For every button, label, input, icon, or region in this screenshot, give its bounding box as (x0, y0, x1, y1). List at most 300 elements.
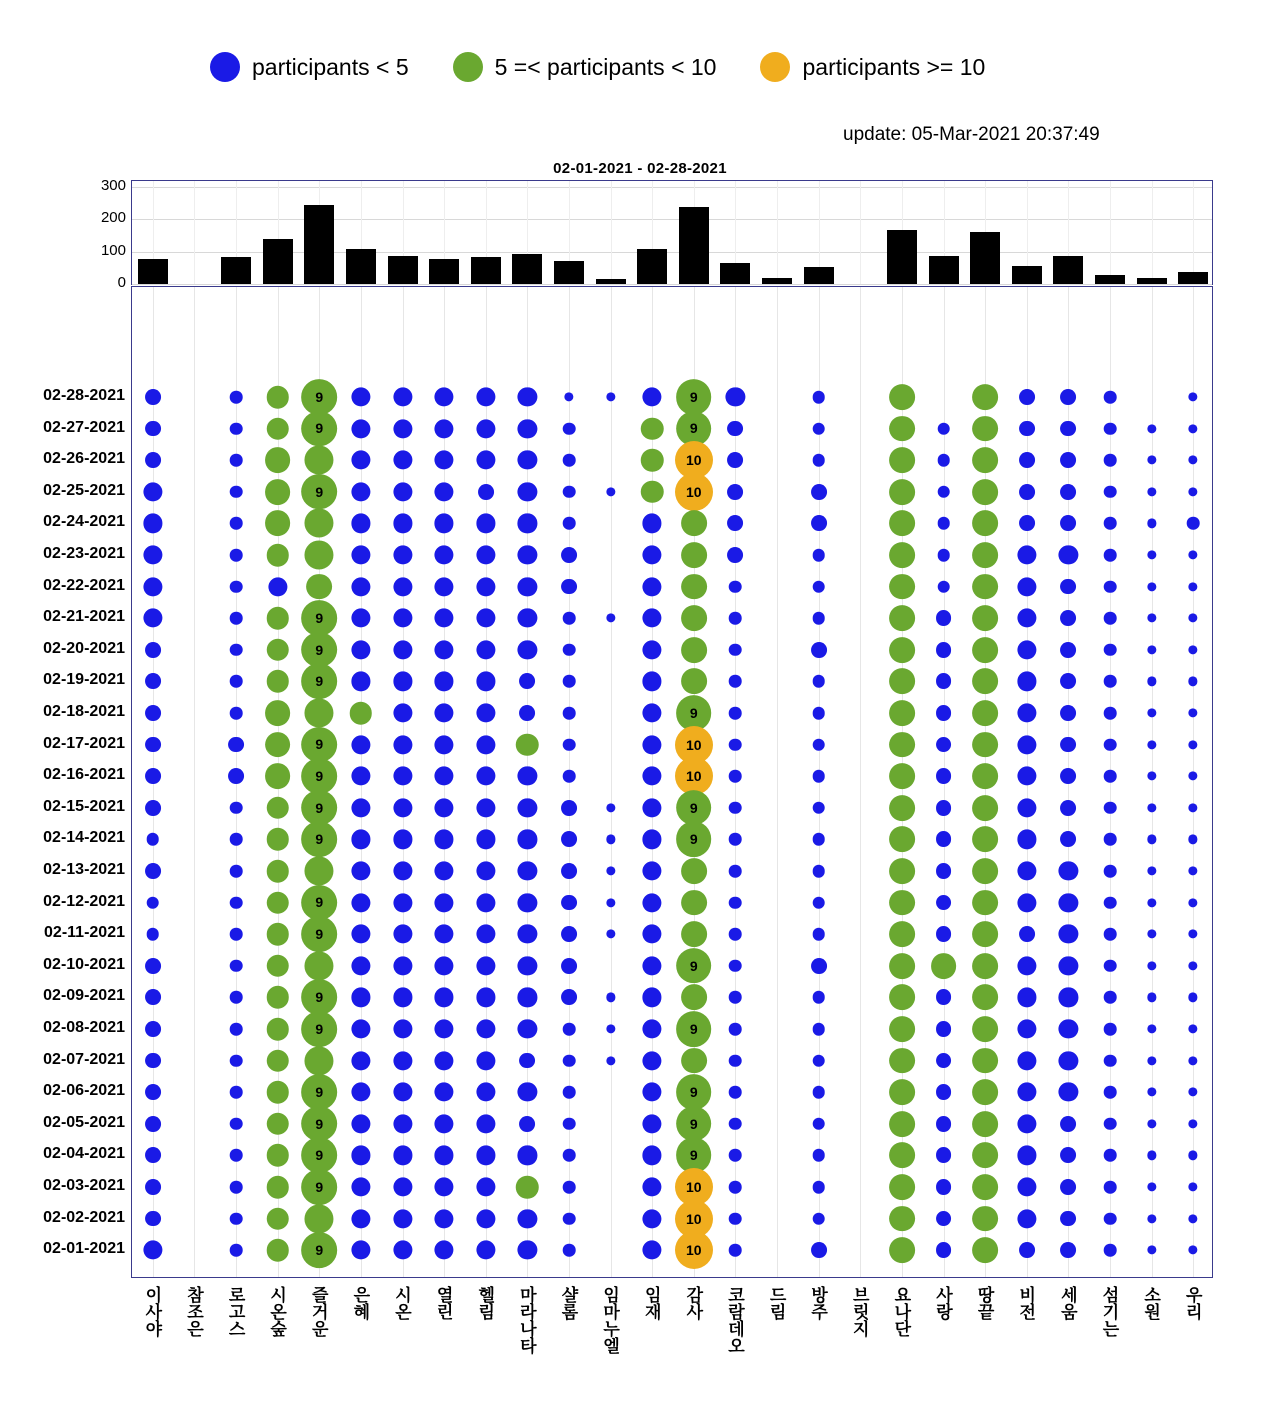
bubble-marker (812, 612, 825, 625)
bubble-marker (305, 446, 334, 475)
bubble-marker (230, 1118, 243, 1131)
bubble-marker (812, 580, 825, 593)
bubble-marker (1019, 515, 1035, 531)
bubble-marker (266, 639, 289, 662)
bubble-marker (972, 1111, 998, 1137)
bubble-marker (972, 826, 998, 852)
bubble-marker: 9 (301, 1169, 337, 1205)
bubble-marker (145, 1084, 161, 1100)
row-date-label: 02-07-2021 (43, 1050, 125, 1068)
row-date-label: 02-22-2021 (43, 576, 125, 594)
bubble-marker (811, 642, 827, 658)
bubble-marker (351, 956, 370, 975)
bar-column-tick (1193, 181, 1194, 284)
bubble-marker (145, 421, 161, 437)
bubble-marker (518, 577, 537, 596)
bubble-marker (889, 1237, 915, 1263)
bubble-marker (518, 387, 537, 406)
bubble-marker (643, 1146, 662, 1165)
bubble-marker (1147, 424, 1156, 433)
bubble-marker (563, 770, 576, 783)
bubble-marker (266, 1239, 289, 1262)
vertical-gridline (1152, 287, 1153, 1277)
bubble-marker (643, 956, 662, 975)
bubble-marker (681, 921, 707, 947)
bubble-marker (812, 833, 825, 846)
bar (263, 239, 293, 284)
bubble-marker (393, 514, 412, 533)
bar-column-tick (777, 181, 778, 284)
bubble-marker (972, 1142, 998, 1168)
bubble-marker (476, 861, 495, 880)
bubble-marker (681, 1048, 707, 1074)
bubble-marker (889, 1016, 915, 1042)
bubble-marker (561, 989, 577, 1005)
bubble-marker (972, 795, 998, 821)
bubble-marker (145, 1021, 161, 1037)
bubble-marker: 9 (301, 1232, 337, 1268)
bubble-marker (1147, 708, 1156, 717)
bubble-marker (1147, 898, 1156, 907)
bubble-marker (145, 737, 161, 753)
bubble-marker (1147, 1119, 1156, 1128)
bubble-marker (1147, 1056, 1156, 1065)
bubble-marker (143, 545, 162, 564)
bubble-marker (435, 387, 454, 406)
bubble-marker (936, 1179, 952, 1195)
bubble-marker (351, 577, 370, 596)
bubble-marker (1189, 1246, 1198, 1255)
bubble-marker (643, 514, 662, 533)
bubble-marker (643, 672, 662, 691)
bubble-marker (729, 738, 742, 751)
bar (221, 257, 251, 284)
bubble-marker (351, 545, 370, 564)
bubble-marker (606, 1024, 615, 1033)
bubble-marker (889, 605, 915, 631)
bubble-marker (1017, 767, 1036, 786)
bubble-marker (351, 451, 370, 470)
bubble-marker (351, 925, 370, 944)
bubble-marker (393, 1209, 412, 1228)
bar (1178, 272, 1208, 284)
bubble-marker (145, 1211, 161, 1227)
bubble-marker (812, 865, 825, 878)
bubble-marker (889, 510, 915, 536)
bubble-marker (518, 1146, 537, 1165)
bubble-marker (889, 1079, 915, 1105)
bubble-marker (1059, 1019, 1078, 1038)
bubble-marker (1189, 677, 1198, 686)
bubble-marker (972, 1016, 998, 1042)
bubble-marker (351, 830, 370, 849)
bubble-marker (145, 863, 161, 879)
bubble-marker: 10 (675, 441, 713, 479)
bubble-marker (729, 865, 742, 878)
bubble-marker (306, 574, 332, 600)
bubble-marker (1147, 740, 1156, 749)
bubble-marker (889, 1174, 915, 1200)
bubble-marker (561, 579, 577, 595)
bubble-marker (1104, 770, 1117, 783)
bubble-marker (476, 609, 495, 628)
bar (554, 261, 584, 284)
bubble-marker (519, 1116, 535, 1132)
bubble-marker (476, 1083, 495, 1102)
bubble-marker (1019, 421, 1035, 437)
bubble-marker (972, 542, 998, 568)
bubble-marker (351, 514, 370, 533)
column-group-label: 시온 (392, 1286, 411, 1320)
bubble-marker (351, 861, 370, 880)
bar-y-tick-label: 0 (117, 274, 126, 291)
bubble-marker (351, 1114, 370, 1133)
bubble-marker (641, 449, 664, 472)
bubble-marker (1147, 835, 1156, 844)
bubble-marker (812, 707, 825, 720)
bubble-marker (729, 1149, 742, 1162)
bar (1012, 266, 1042, 284)
bubble-marker (606, 930, 615, 939)
bubble-marker (1060, 768, 1076, 784)
bubble-marker (266, 860, 289, 883)
bubble-marker (393, 798, 412, 817)
bubble-marker (1059, 988, 1078, 1007)
bubble-marker (1147, 866, 1156, 875)
bubble-marker (561, 926, 577, 942)
bubble-marker: 9 (676, 1138, 712, 1174)
bubble-marker: 9 (301, 885, 337, 921)
bubble-marker (1017, 672, 1036, 691)
bubble-marker (727, 421, 743, 437)
bubble-marker (266, 1081, 289, 1104)
bubble-marker (1017, 1019, 1036, 1038)
bubble-marker (476, 451, 495, 470)
bubble-marker (936, 895, 952, 911)
bubble-marker (643, 577, 662, 596)
bubble-marker (681, 605, 707, 631)
row-date-label: 02-27-2021 (43, 418, 125, 436)
bubble-marker (972, 953, 998, 979)
bubble-marker (1147, 930, 1156, 939)
bubble-marker (972, 416, 998, 442)
bubble-marker: 9 (301, 758, 337, 794)
bubble-marker (1189, 1056, 1198, 1065)
bubble-marker (936, 1116, 952, 1132)
column-group-label: 코람데오 (724, 1286, 744, 1354)
bubble-marker (230, 1023, 243, 1036)
bubble-marker (1017, 1209, 1036, 1228)
bubble-marker (937, 517, 950, 530)
bubble-marker (1147, 456, 1156, 465)
bubble-marker (1060, 452, 1076, 468)
bubble-marker (351, 1241, 370, 1260)
bubble-marker (1017, 798, 1036, 817)
bar (1053, 256, 1083, 284)
bubble-marker (606, 835, 615, 844)
vertical-gridline (860, 287, 861, 1277)
bubble-marker (230, 517, 243, 530)
bubble-marker (435, 514, 454, 533)
bubble-marker (606, 866, 615, 875)
row-date-label: 02-05-2021 (43, 1113, 125, 1131)
bubble-marker (230, 391, 243, 404)
bubble-marker (643, 387, 662, 406)
bubble-marker (889, 542, 915, 568)
bubble-marker (1189, 930, 1198, 939)
bubble-marker (812, 991, 825, 1004)
bubble-marker (1189, 708, 1198, 717)
bubble-marker (435, 1019, 454, 1038)
bubble-marker (435, 861, 454, 880)
column-group-label: 임마누엘 (600, 1286, 620, 1354)
bubble-marker (972, 637, 998, 663)
bubble-marker (889, 795, 915, 821)
bubble-marker (1060, 800, 1076, 816)
bubble-marker (889, 826, 915, 852)
bar-gridline (132, 252, 1212, 253)
bubble-marker (1104, 517, 1117, 530)
bubble-marker (1060, 1242, 1076, 1258)
column-group-label: 샬롬 (558, 1286, 578, 1320)
bubble-marker (729, 802, 742, 815)
bubble-marker (518, 988, 537, 1007)
bubble-marker (228, 737, 244, 753)
bubble-marker (351, 893, 370, 912)
bubble-marker (518, 545, 537, 564)
legend (210, 52, 985, 82)
bubble-marker (1147, 1088, 1156, 1097)
bubble-marker (230, 960, 243, 973)
bubble-marker: 10 (675, 1168, 713, 1206)
bubble-marker (889, 1206, 915, 1232)
bar (887, 230, 917, 284)
bubble-marker: 10 (675, 1231, 713, 1269)
bubble-marker (145, 673, 161, 689)
bubble-marker (1147, 961, 1156, 970)
bubble-marker (812, 391, 825, 404)
column-group-label: 요나단 (891, 1286, 911, 1337)
bubble-marker (476, 925, 495, 944)
bubble-marker (643, 861, 662, 880)
bubble-marker (1104, 644, 1117, 657)
bubble-marker (972, 384, 998, 410)
bubble-marker (266, 544, 289, 567)
bubble-marker (889, 479, 915, 505)
bubble-marker (1104, 612, 1117, 625)
column-group-label: 임재 (641, 1286, 661, 1320)
bubble-marker (145, 1116, 161, 1132)
bubble-marker: 9 (301, 980, 337, 1016)
row-date-label: 02-11-2021 (44, 924, 125, 942)
bubble-marker (1059, 925, 1078, 944)
bubble-marker (681, 890, 707, 916)
bubble-marker (266, 607, 289, 630)
bubble-marker (435, 1146, 454, 1165)
bubble-marker (476, 798, 495, 817)
bubble-marker (937, 422, 950, 435)
bubble-marker (435, 545, 454, 564)
bubble-marker (393, 703, 412, 722)
bubble-marker (1189, 550, 1198, 559)
bubble-marker (519, 1053, 535, 1069)
bubble-marker (563, 675, 576, 688)
bubble-marker (1017, 956, 1036, 975)
bubble-marker (1104, 896, 1117, 909)
bubble-marker (729, 991, 742, 1004)
bubble-marker (435, 419, 454, 438)
bubble-marker (812, 1023, 825, 1036)
bubble-marker (563, 1149, 576, 1162)
bubble-marker (1104, 833, 1117, 846)
row-date-label: 02-23-2021 (43, 545, 125, 562)
bubble-marker: 9 (301, 632, 337, 668)
bubble-marker (561, 547, 577, 563)
row-date-label: 02-04-2021 (43, 1145, 125, 1163)
bubble-marker (643, 1209, 662, 1228)
legend-item-label: participants < 5 (252, 53, 409, 80)
bubble-marker (145, 989, 161, 1005)
bubble-marker (563, 486, 576, 499)
bubble-marker: 9 (301, 822, 337, 858)
bubble-marker (1189, 582, 1198, 591)
bubble-marker (729, 675, 742, 688)
bar-y-tick-label: 100 (100, 241, 126, 259)
bubble-marker (351, 1146, 370, 1165)
bubble-marker (265, 479, 291, 505)
bubble-marker (1104, 580, 1117, 593)
bubble-marker (476, 1051, 495, 1070)
bubble-marker (350, 702, 373, 725)
legend-item-label: participants >= 10 (802, 53, 986, 80)
bar (804, 267, 834, 284)
bubble-marker (729, 896, 742, 909)
bubble-marker (1147, 1214, 1156, 1223)
bubble-marker (1104, 1212, 1117, 1225)
bubble-marker (393, 545, 412, 564)
bubble-marker (351, 609, 370, 628)
bubble-marker (889, 984, 915, 1010)
circle-icon (210, 52, 240, 82)
bubble-marker (1104, 1023, 1117, 1036)
row-date-label: 02-15-2021 (43, 797, 125, 815)
bubble-marker (518, 1083, 537, 1102)
bubble-marker (936, 1053, 952, 1069)
bubble-marker (1147, 582, 1156, 591)
bubble-marker (1189, 1024, 1198, 1033)
bubble-marker (812, 738, 825, 751)
bubble-marker (972, 1237, 998, 1263)
bubble-marker (972, 1079, 998, 1105)
bubble-marker (729, 1054, 742, 1067)
bubble-marker: 9 (676, 411, 712, 447)
bubble-marker (435, 988, 454, 1007)
bubble-marker (811, 515, 827, 531)
row-date-label: 02-02-2021 (43, 1208, 125, 1226)
row-date-label: 02-18-2021 (43, 703, 125, 720)
bubble-marker (811, 958, 827, 974)
bubble-marker (563, 1212, 576, 1225)
bubble-marker (518, 419, 537, 438)
bubble-marker (1104, 1118, 1117, 1131)
bubble-marker (1019, 452, 1035, 468)
bubble-marker (393, 387, 412, 406)
bubble-marker (518, 451, 537, 470)
row-date-label: 02-28-2021 (43, 387, 125, 404)
bubble-marker (393, 988, 412, 1007)
bubble-marker (476, 672, 495, 691)
bubble-marker (563, 1181, 576, 1194)
bubble-marker (351, 735, 370, 754)
bar (720, 263, 750, 284)
circle-icon (453, 52, 483, 82)
bubble-marker (145, 642, 161, 658)
bubble-marker (476, 767, 495, 786)
bubble-marker (266, 1018, 289, 1041)
bubble-marker (563, 738, 576, 751)
bubble-marker (435, 1083, 454, 1102)
bubble-marker (1017, 1146, 1036, 1165)
bubble-marker (266, 1144, 289, 1167)
bubble-marker (230, 928, 243, 941)
bubble-marker (936, 1021, 952, 1037)
bubble-marker (1017, 703, 1036, 722)
column-group-label: 비전 (1016, 1286, 1036, 1320)
bubble-marker: 9 (676, 1106, 712, 1142)
bubble-marker (1060, 515, 1076, 531)
bubble-marker (1147, 1182, 1156, 1191)
bubble-marker (476, 1146, 495, 1165)
bubble-marker (727, 515, 743, 531)
bubble-marker (518, 893, 537, 912)
bubble-marker (1189, 1151, 1198, 1160)
bubble-marker (1147, 1151, 1156, 1160)
bubble-marker (228, 768, 244, 784)
bubble-marker (230, 549, 243, 562)
bubble-marker (1147, 677, 1156, 686)
bubble-marker (1189, 1088, 1198, 1097)
bubble-marker (1189, 993, 1198, 1002)
bubble-marker (435, 830, 454, 849)
bubble-marker (681, 858, 707, 884)
bubble-marker (476, 640, 495, 659)
row-date-label: 02-14-2021 (43, 829, 125, 847)
bubble-marker (972, 1048, 998, 1074)
bubble-marker (729, 612, 742, 625)
bubble-marker (393, 419, 412, 438)
bubble-marker (518, 514, 537, 533)
bubble-marker (147, 833, 160, 846)
bubble-marker (435, 1177, 454, 1196)
bubble-marker: 9 (301, 727, 337, 763)
bubble-marker (1189, 1182, 1198, 1191)
bubble-marker (727, 484, 743, 500)
bubble-marker (1189, 866, 1198, 875)
bubble-marker: 9 (301, 1074, 337, 1110)
bubble-marker (1059, 893, 1078, 912)
bubble-marker (435, 956, 454, 975)
bubble-marker (351, 419, 370, 438)
bubble-marker (476, 545, 495, 564)
bubble-marker (230, 1149, 243, 1162)
bar (471, 257, 501, 284)
row-date-label: 02-08-2021 (43, 1019, 125, 1036)
bubble-marker (1019, 926, 1035, 942)
bubble-marker (476, 514, 495, 533)
bubble-marker (812, 1149, 825, 1162)
bubble-marker (729, 1212, 742, 1225)
bubble-marker (435, 925, 454, 944)
